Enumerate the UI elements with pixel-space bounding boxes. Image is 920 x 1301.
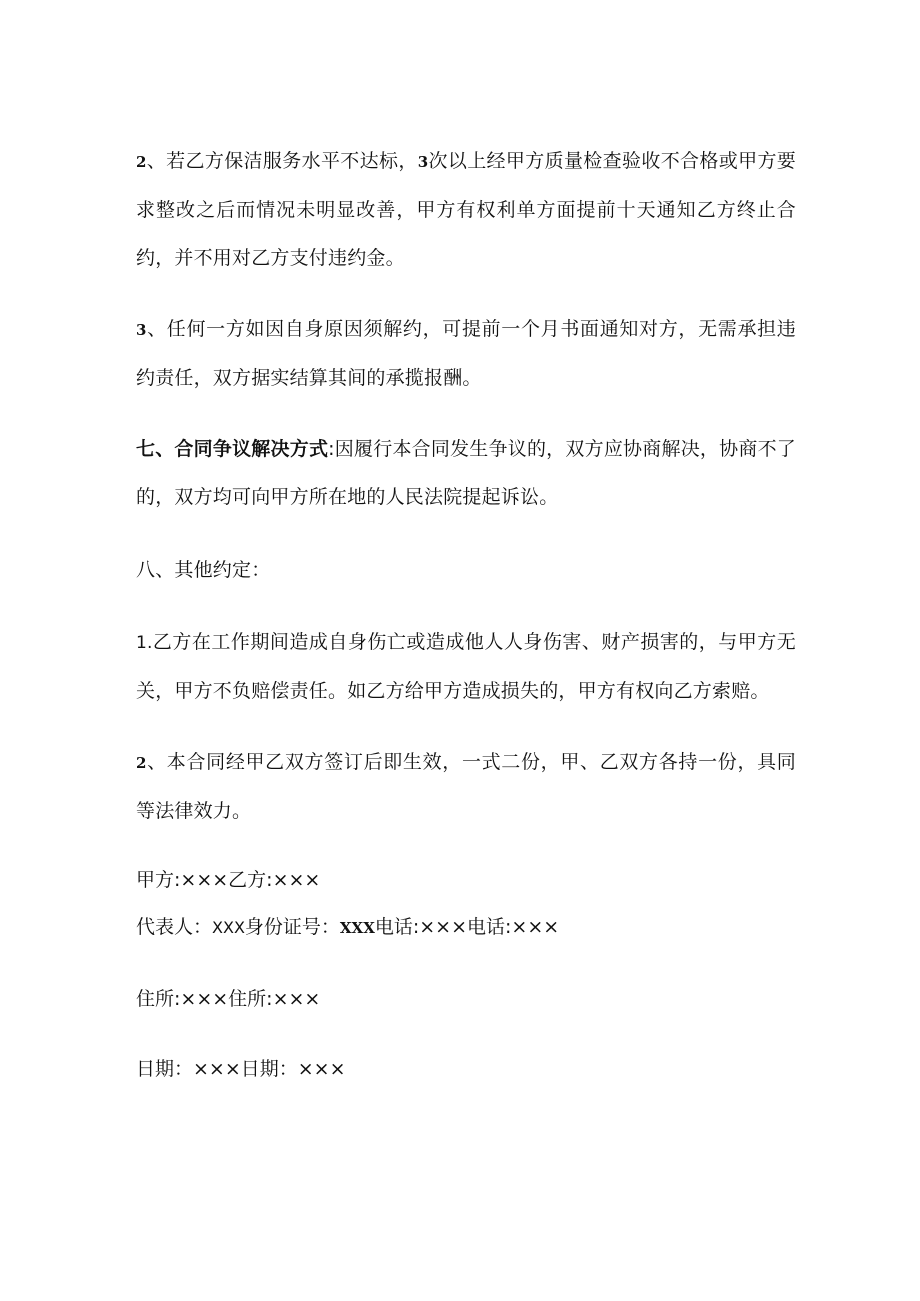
phone-fields: 电话:×××电话:××× xyxy=(374,916,560,938)
signature-dates: 日期：×××日期：××× xyxy=(136,1058,346,1080)
signature-addresses: 住所:×××住所:××× xyxy=(136,988,321,1010)
section-7-text: :因履行本合同发生争议的，双方应协商解决，协商不了的，双方均可向甲方所在地的人民法院提起诉讼。 xyxy=(136,438,796,508)
representative-value: XXX xyxy=(212,918,245,937)
section-8-item-2 xyxy=(136,738,796,835)
section-8-item-1-text: 乙方在工作期间造成自身伤亡或造成他人人身伤害、财产损害的，与甲方无关，甲方不负赔偿责任。如乙方给甲方造成损失的，甲方有权向乙方索赔。 xyxy=(136,631,796,702)
clause-3-text: 、任何一方如因自身原因须解约，可提前一个月书面通知对方，无需承担违约责任，双方据实结算其间的承揽报酬。 xyxy=(136,318,796,389)
id-number-value: XXX xyxy=(339,919,375,937)
section-8-item-2-number: 2 xyxy=(136,754,147,772)
representative-label: 代表人： xyxy=(136,916,213,938)
signature-representatives xyxy=(136,913,559,942)
section-7 xyxy=(136,425,796,521)
clause-2-number: 2 xyxy=(136,153,147,171)
clause-3 xyxy=(136,305,796,402)
section-8-heading: 八、其他约定： xyxy=(136,559,271,581)
section-7-heading: 七、合同争议解决方式 xyxy=(136,438,329,460)
clause-2-text-rest: 次以上经甲方质量检查验收不合格或甲方要求整改之后而情况未明显改善，甲方有权利单方面提前十天通知乙方终止合约，并不用对乙方支付违约金。 xyxy=(136,150,796,269)
clause-2-text: 、若乙方保洁服务水平不达标， xyxy=(146,150,418,172)
clause-2 xyxy=(136,137,796,282)
id-number-label: 身份证号： xyxy=(244,916,340,938)
clause-3-number: 3 xyxy=(136,321,147,339)
clause-2-inline-number: 3 xyxy=(417,153,429,171)
section-8-item-1 xyxy=(136,618,796,715)
signature-parties: 甲方:×××乙方:××× xyxy=(136,869,321,891)
section-8-item-1-number: 1. xyxy=(136,633,153,653)
section-8-item-2-text: 、本合同经甲乙双方签订后即生效，一式二份，甲、乙双方各持一份，具同等法律效力。 xyxy=(136,751,796,822)
